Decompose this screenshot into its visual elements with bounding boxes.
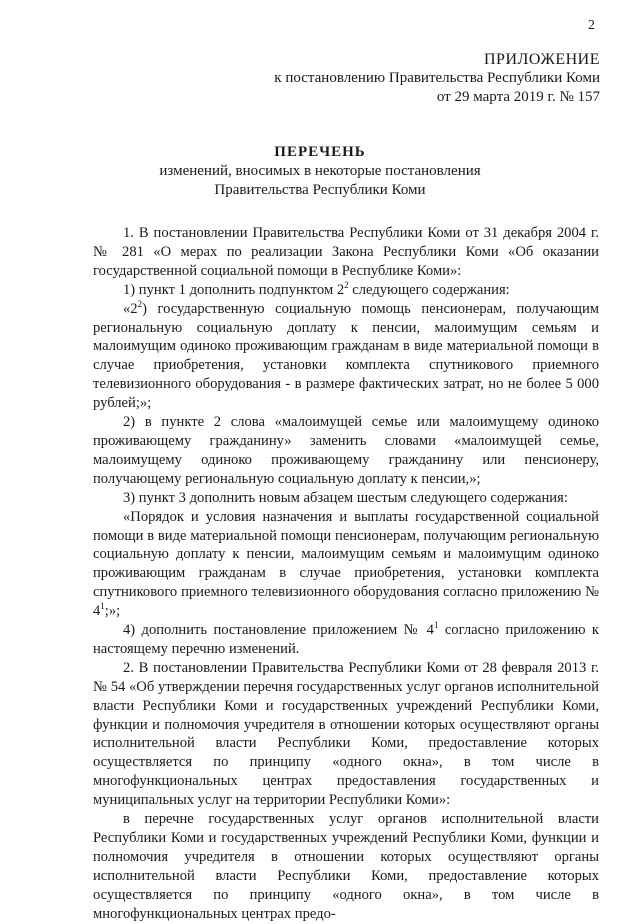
page-number: 2: [588, 18, 595, 33]
paragraph-3: [93, 300, 599, 413]
appendix-date-line: от 29 марта 2019 г. № 157: [436, 89, 600, 105]
paragraph-6-text-end: ;»;: [104, 603, 121, 620]
paragraph-6-superscript: 1: [100, 601, 105, 612]
paragraph-5: 3) пункт 3 дополнить новым абзацем шестым следующего содержания:: [123, 489, 568, 506]
paragraph-3-superscript: 2: [137, 298, 143, 309]
paragraph-6-text: «Порядок и условия назначения и выплаты государственной социальной помощи в виде материальной помощи пенсионерам, получающим региональную социальную доплату к пенсии, малоимущим семьям и малоимущим одиноко проживающим гражданам в случае приобретения, установки комплекта спутникового приемного телевизионного оборудования согласно приложению № 4: [93, 508, 599, 620]
appendix-heading: ПРИЛОЖЕНИЕ: [483, 51, 600, 68]
title-subtitle-2: Правительства Республики Коми: [214, 182, 426, 198]
paragraph-4: 2) в пункте 2 слова «малоимущей семье или малоимущему одиноко проживающему гражданину» заменить словами «малоимущей семье, малоимущему одиноко проживающему гражданину или пенсионеру, получающему региональную социальную доплату к пенсии,»;: [93, 414, 599, 487]
paragraph-7-text-end: согласно приложению к настоящему перечню изменений.: [93, 622, 600, 657]
paragraph-9: в перечне государственных услуг органов исполнительной власти Республики Коми и государственных учреждений Республики Коми, функции и полномочия учредителя в отношении которых осуществляют органы исполнительной власти Республики Коми, предоставление которых осуществляется по принципу «одного окна», в том числе в многофункциональных центрах предо-: [93, 811, 599, 922]
paragraph-2-text: 1) пункт 1 дополнить подпунктом 2: [123, 281, 345, 298]
appendix-resolution-line: к постановлению Правительства Республики Коми: [274, 70, 600, 86]
paragraph-2-superscript: 2: [344, 279, 349, 290]
document-title: [0, 142, 640, 200]
paragraph-7: [93, 621, 599, 659]
title-subtitle-1: изменений, вносимых в некоторые постановления: [159, 163, 481, 179]
paragraph-7-superscript: 1: [433, 620, 439, 631]
paragraph-7-text: 4) дополнить постановление приложением № 4: [123, 622, 434, 639]
paragraph-1: 1. В постановлении Правительства Республики Коми от 31 декабря 2004 г. № 281 «О мерах по реализации Закона Республики Коми «Об оказании государственной социальной помощи в Республике Коми»:: [93, 225, 599, 279]
paragraph-3-text-end: ) государственную социальную помощь пенсионерам, получающим региональную социальную доплату к пенсии, малоимущим семьям и малоимущим одиноко проживающим гражданам в виде материальной помощи в случае приобретения, установки комплекта спутникового приемного телевизионного оборудования - в размере фактических затрат, но не более 5 000 рублей;»;: [93, 300, 599, 412]
paragraph-2: [93, 281, 599, 300]
document-body: [93, 224, 599, 924]
paragraph-3-text: «2: [123, 300, 138, 317]
appendix-header: [274, 50, 600, 107]
paragraph-2-text-end: следующего содержания:: [348, 281, 510, 298]
paragraph-8: 2. В постановлении Правительства Республики Коми от 28 февраля 2013 г. № 54 «Об утверждении перечня государственных услуг органов исполнительной власти Республики Коми и государственных учреждений Республики Коми, функции и полномочия учредителя в отношении которых осуществляют органы исполнительной власти Республики Коми, предоставление которых осуществляется по принципу «одного окна», в том числе в многофункциональных центрах предоставления государственных и муниципальных услуг на территории Республики Коми»:: [93, 659, 599, 809]
title-main: ПЕРЕЧЕНЬ: [274, 144, 366, 160]
paragraph-6: [93, 508, 599, 621]
